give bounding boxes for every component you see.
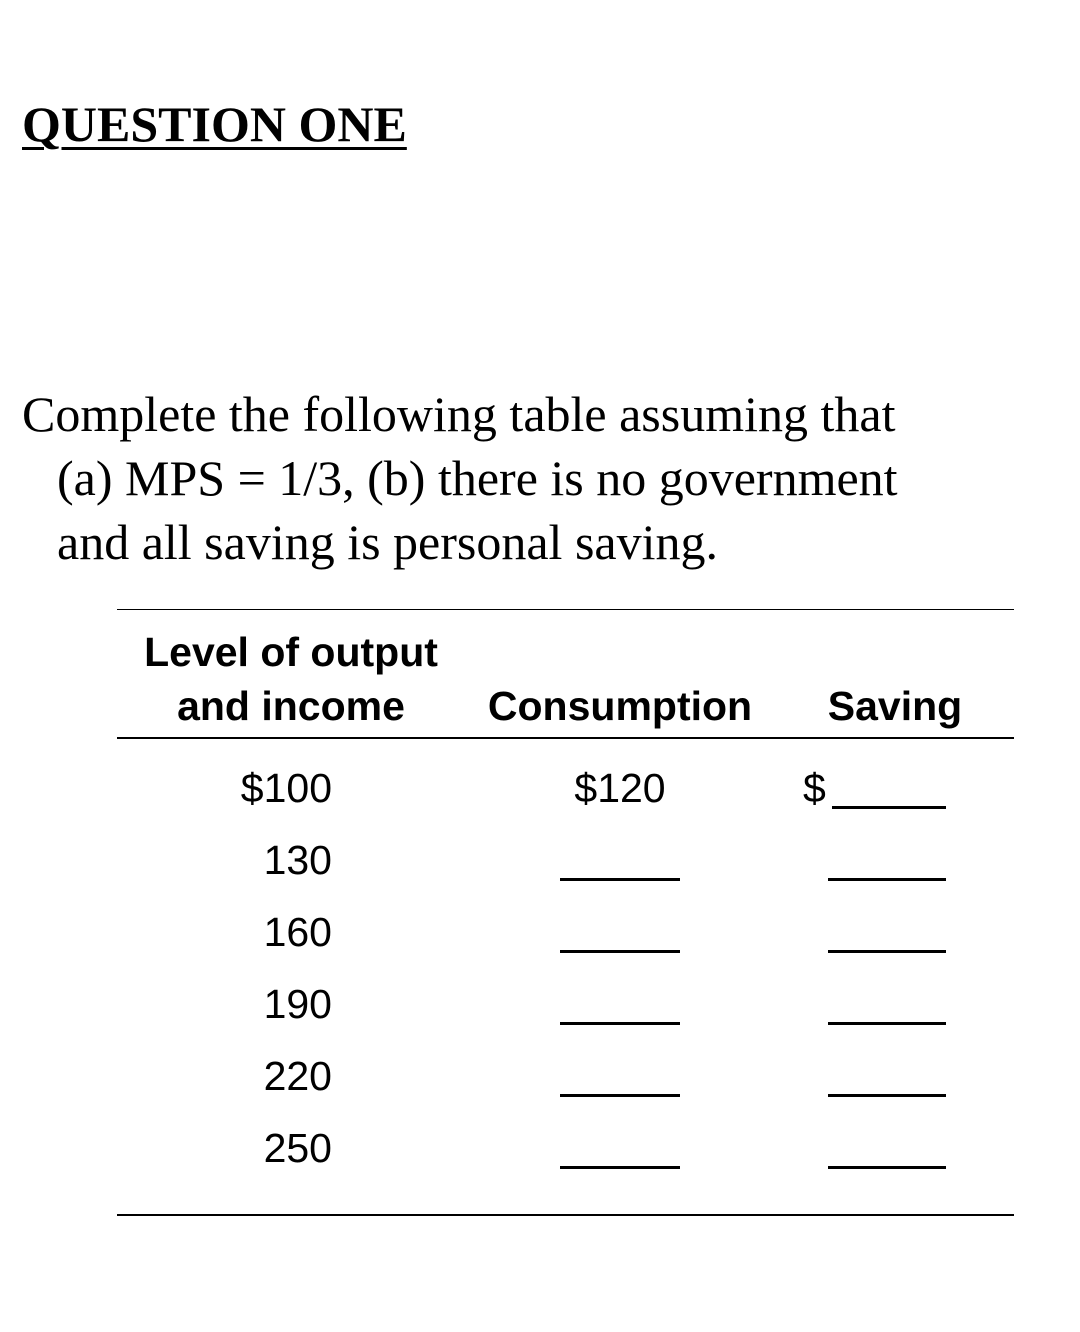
saving-blank[interactable] xyxy=(828,1166,946,1169)
header-consumption: Consumption xyxy=(487,683,753,729)
saving-blank[interactable] xyxy=(828,1022,946,1025)
table-bottom-rule xyxy=(117,1214,1014,1216)
table-header-rule xyxy=(117,737,1014,739)
saving-blank[interactable] xyxy=(828,950,946,953)
saving-blank[interactable] xyxy=(832,806,946,809)
instructions-line-3: and all saving is personal saving. xyxy=(57,514,718,570)
header-income-line-1: Level of output xyxy=(144,629,438,675)
question-title: QUESTION ONE xyxy=(22,96,407,152)
income-cell: 190 xyxy=(263,981,332,1027)
income-cell: 130 xyxy=(263,837,332,883)
table-top-rule xyxy=(117,609,1014,610)
header-saving: Saving xyxy=(827,683,963,729)
income-cell: 160 xyxy=(263,909,332,955)
header-income-line-2: and income xyxy=(177,683,405,729)
consumption-blank[interactable] xyxy=(560,878,680,881)
income-cell: $100 xyxy=(240,765,332,811)
saving-dollar-sign: $ xyxy=(803,765,826,811)
saving-blank[interactable] xyxy=(828,878,946,881)
instructions-line-1: Complete the following table assuming that xyxy=(22,386,896,442)
saving-blank[interactable] xyxy=(828,1094,946,1097)
question-instructions xyxy=(22,382,1022,574)
consumption-blank[interactable] xyxy=(560,950,680,953)
consumption-blank[interactable] xyxy=(560,1094,680,1097)
income-cell: 220 xyxy=(263,1053,332,1099)
consumption-cell: $120 xyxy=(574,765,666,811)
consumption-blank[interactable] xyxy=(560,1166,680,1169)
instructions-line-2: (a) MPS = 1/3, (b) there is no government xyxy=(57,450,898,506)
consumption-blank[interactable] xyxy=(560,1022,680,1025)
income-cell: 250 xyxy=(263,1125,332,1171)
